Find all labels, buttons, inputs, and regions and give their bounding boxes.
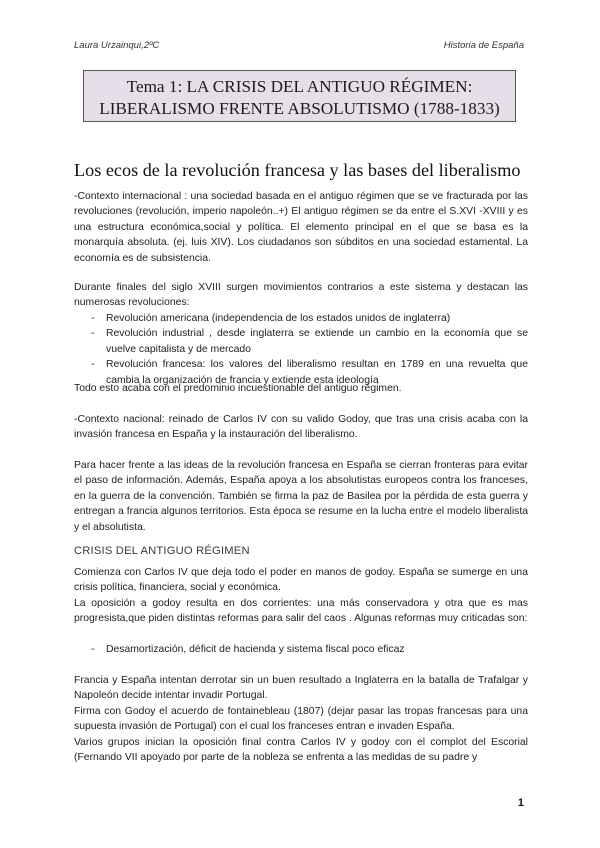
list-dash: - xyxy=(91,328,95,340)
paragraph-fronteras xyxy=(74,458,528,535)
paragraph-finales-siglo xyxy=(74,280,528,311)
title-line-1: Tema 1: LA CRISIS DEL ANTIGUO RÉGIMEN: xyxy=(126,77,473,96)
paragraph: -Contexto internacional : una sociedad basada en el antiguo régimen que se ve fracturada por las revoluciones (revolución, imperio napoleón..+) El antiguo régimen se da entre el S.XVI -XVIII y es una estructura económica,social y política. El elemento principal en el que se basa es la monarquía absoluta. (ej. luis XIV). Los ciudadanos son súbditos en una sociedad estamental. La economía es de subsistencia. xyxy=(74,191,528,264)
section-heading-revolucion: Los ecos de la revolución francesa y las bases del liberalismo xyxy=(74,160,521,180)
paragraph: La oposición a godoy resulta en dos corrientes: una más conservadora y otra que es mas progresista,que piden distintas reformas para salir del caos . Algunas reformas muy criticadas son: xyxy=(74,597,528,625)
header-author: Laura Urzainqui,2ºC xyxy=(74,40,160,51)
paragraph: Comienza con Carlos IV que deja todo el poder en manos de godoy. España se sumerge en una crisis política, financiera, social y económica. xyxy=(74,567,528,594)
title-box xyxy=(83,70,516,122)
list-dash: - xyxy=(91,644,95,655)
paragraph: Durante finales del siglo XVIII surgen movimientos contrarios a este sistema y destacan las numerosas revoluciones: xyxy=(74,282,528,309)
list-item-text: Revolución americana (independencia de los estados unidos de inglaterra) xyxy=(106,313,451,324)
list-item-text: Revolución industrial , desde inglaterra se extiende un cambio en la economía que se vuelve capitalista y de mercado xyxy=(106,328,528,355)
paragraph-escorial xyxy=(74,735,528,766)
header-subject: Historia de España xyxy=(443,40,524,51)
page-number: 1 xyxy=(517,797,524,809)
list-item-text: Desamortización, déficit de hacienda y sistema fiscal poco eficaz xyxy=(106,644,405,655)
title-line-2: LIBERALISMO FRENTE ABSOLUTISMO (1788-1833) xyxy=(99,99,500,118)
list-dash: - xyxy=(91,313,95,324)
list-item-text: Revolución francesa: los valores del liberalismo resultan en 1789 en una revuelta que cambia la organización de francia y extiende esta ideología xyxy=(106,359,528,386)
paragraph: Para hacer frente a las ideas de la revolución francesa en España se cierran fronteras para evitar el paso de información. Además, España apoya a los absolutistas europeos contra los franceses, en la guerra de la convención. También se firma la paz de Basilea por la pérdida de esta guerra y entregan a francia algunos territorios. Esta época se resume en la lucha entre el modelo liberalista y el absolutista. xyxy=(74,460,528,533)
list-item xyxy=(74,642,528,657)
paragraph: -Contexto nacional: reinado de Carlos IV con su valido Godoy, que tras una crisis acaba con la invasión francesa en España y la instauración del liberalismo. xyxy=(74,414,528,441)
list-item xyxy=(74,326,528,357)
paragraph-carlos-iv xyxy=(74,565,528,627)
paragraph: Varios grupos inician la oposición final contra Carlos IV y godoy con el complot del Escorial (Fernando VII apoyado por parte de la nobleza se enfrenta a las medidas de su padre y xyxy=(74,737,528,764)
paragraph: Firma con Godoy el acuerdo de fontainebleau (1807) (dejar pasar las tropas francesas para una supuesta invasión de Portugal) con el cual los franceses entran e invaden España. xyxy=(74,705,528,733)
revolutions-list xyxy=(74,311,528,388)
paragraph-conclusion xyxy=(74,381,528,396)
list-dash: - xyxy=(91,359,95,371)
paragraph-contexto-internacional xyxy=(74,189,528,266)
reforms-list xyxy=(74,642,528,657)
paragraph: Francia y España intentan derrotar sin un buen resultado a Inglaterra en la batalla de Trafalgar y Napoleón decide intentar invadir Portugal. xyxy=(74,675,528,702)
paragraph-contexto-nacional xyxy=(74,412,528,443)
list-item xyxy=(74,311,528,326)
section-heading-crisis: CRISIS DEL ANTIGUO RÉGIMEN xyxy=(74,545,250,557)
paragraph: Todo esto acaba con el predominio incuestionable del antiguo régimen. xyxy=(74,383,402,394)
paragraph-trafalgar xyxy=(74,673,528,735)
